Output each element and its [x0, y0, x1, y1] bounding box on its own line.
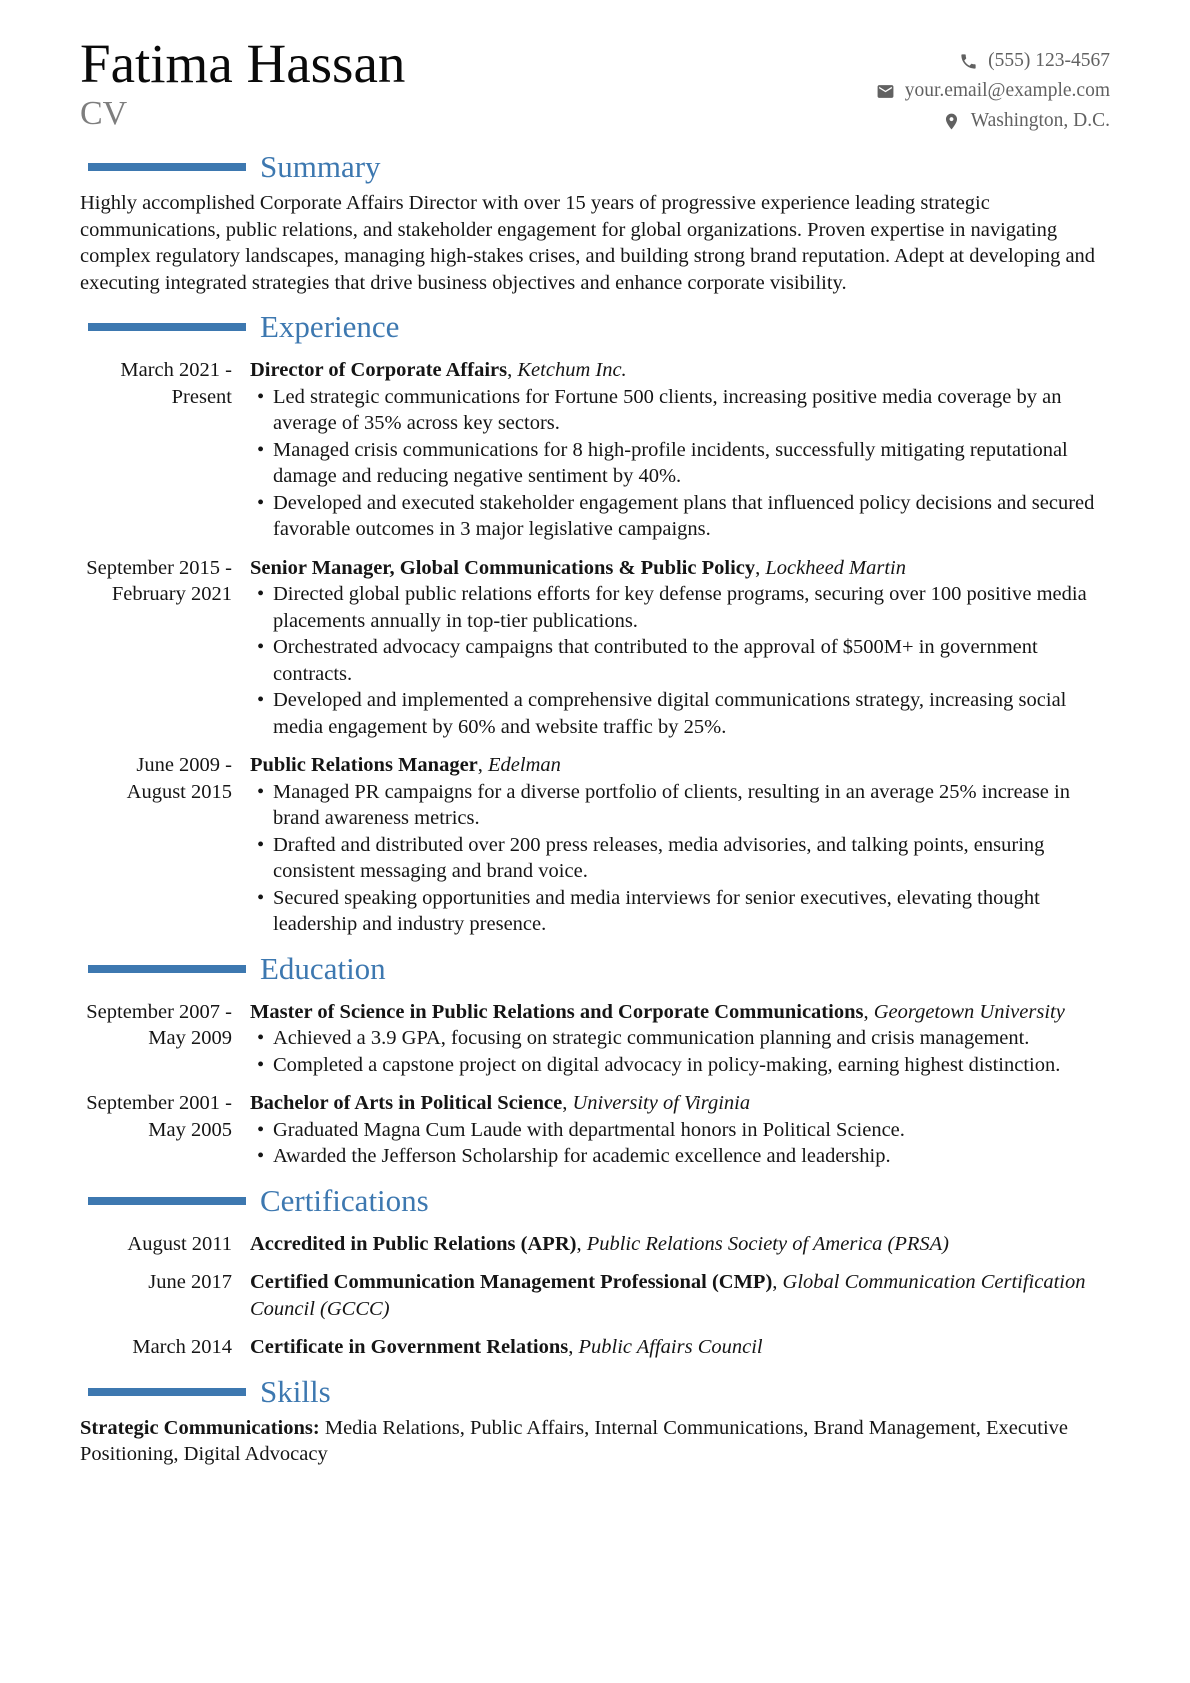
issuer-name: , Public Relations Society of America (PRSA) [576, 1233, 949, 1255]
entry-heading [250, 1090, 1110, 1117]
entry-body [250, 1090, 1110, 1170]
company-name: , Edelman [478, 754, 561, 776]
entry-date: March 2021 - Present [120, 359, 232, 408]
bullet-item: • Led strategic communications for Fortune 500 clients, increasing positive media coverage by an average of 35% across key sectors. [250, 384, 1110, 437]
bullet-item: • Drafted and distributed over 200 press releases, media advisories, and talking points, ensuring consistent messaging and brand voice. [250, 832, 1110, 885]
summary-paragraph: Highly accomplished Corporate Affairs Director with over 15 years of progressive experience leading strategic communications, public relations, and stakeholder engagement for global organizations. Proven expertise in navigating complex regulatory landscapes, managing high-stakes crises, and building strong brand reputation. Adept at developing and executing integrated strategies that drive business objectives and enhance corporate visibility. [80, 192, 1096, 294]
entry-heading [250, 1334, 1110, 1361]
entry-body [250, 1269, 1110, 1322]
section-title-education: Education [260, 950, 386, 986]
school-name: , University of Virginia [562, 1092, 750, 1114]
entry-heading [250, 357, 1110, 384]
section-title-skills: Skills [260, 1373, 331, 1409]
section-skills [80, 1374, 1110, 1468]
entry-bullet-list [250, 384, 1110, 543]
entry-heading [250, 555, 1110, 582]
section-rule-bar [88, 1388, 246, 1396]
section-title-certifications: Certifications [260, 1182, 429, 1218]
email-icon [876, 82, 895, 101]
section-rule-bar [88, 323, 246, 331]
section-header-skills [80, 1374, 1110, 1410]
entry-date: June 2009 - August 2015 [126, 754, 232, 803]
bullet-item: • Orchestrated advocacy campaigns that contributed to the approval of $500M+ in government contracts. [250, 634, 1110, 687]
section-summary [80, 149, 1110, 296]
job-title: Senior Manager, Global Communications & Public Policy [250, 556, 756, 579]
section-rule-bar [88, 965, 246, 973]
experience-entry [80, 555, 1110, 741]
cv-header [80, 34, 1110, 136]
entry-date: September 2007 - May 2009 [86, 1000, 232, 1049]
certification-name: Accredited in Public Relations (APR) [250, 1232, 577, 1255]
entry-heading [250, 999, 1110, 1026]
certification-entry [80, 1269, 1110, 1322]
section-title-experience: Experience [260, 309, 400, 344]
education-entry [80, 1090, 1110, 1170]
bullet-item: • Developed and executed stakeholder engagement plans that influenced policy decisions and secured favorable outcomes in 3 major legislative campaigns. [250, 490, 1110, 543]
entry-body [250, 999, 1110, 1079]
contact-info [876, 46, 1110, 136]
entry-body [250, 752, 1110, 938]
entry-body [250, 555, 1110, 741]
job-title: Public Relations Manager [250, 754, 478, 776]
phone-number: (555) 123-4567 [988, 50, 1110, 71]
person-name: Fatima Hassan [80, 33, 406, 94]
skills-line [80, 1415, 1110, 1468]
entry-body [250, 1231, 1110, 1258]
issuer-name: , Global Communication Certification Council (GCCC) [250, 1271, 1085, 1320]
bullet-item: • Developed and implemented a comprehensive digital communications strategy, increasing social media engagement by 60% and website traffic by 25%. [250, 687, 1110, 740]
skill-category-label: Strategic Communications: [80, 1416, 320, 1439]
header-name-block [80, 34, 405, 134]
education-entry [80, 999, 1110, 1079]
section-rule-bar [88, 163, 246, 171]
section-certifications [80, 1183, 1110, 1361]
cv-subtitle: CV [80, 95, 128, 132]
entry-date: June 2017 [148, 1271, 232, 1293]
contact-location [876, 106, 1110, 136]
degree-title: Master of Science in Public Relations and Corporate Communications [250, 1000, 864, 1023]
certification-name: Certified Communication Management Professional (CMP) [250, 1271, 773, 1293]
phone-icon [959, 52, 978, 71]
entry-bullet-list [250, 1117, 1110, 1170]
certification-entry [80, 1231, 1110, 1258]
entry-body [250, 1334, 1110, 1361]
company-name: , Lockheed Martin [755, 557, 906, 579]
entry-body [250, 357, 1110, 543]
experience-entry [80, 357, 1110, 543]
skill-list-text: Media Relations, Public Affairs, Internal Communications, Brand Management, Executive Positioning, Digital Advocacy [80, 1416, 1068, 1465]
entry-bullet-list [250, 779, 1110, 938]
school-name: , Georgetown University [863, 1001, 1064, 1023]
location-pin-icon [942, 112, 961, 131]
bullet-item: • Completed a capstone project on digital advocacy in policy-making, earning highest distinction. [250, 1052, 1110, 1079]
job-title: Director of Corporate Affairs [250, 359, 508, 381]
entry-heading [250, 752, 1110, 779]
entry-date: September 2015 - February 2021 [86, 556, 232, 605]
email-address: your.email@example.com [904, 80, 1110, 101]
entry-bullet-list [250, 581, 1110, 740]
degree-title: Bachelor of Arts in Political Science [250, 1092, 563, 1114]
location-text: Washington, D.C. [970, 110, 1110, 131]
contact-email[interactable] [876, 76, 1110, 106]
entry-date: March 2014 [132, 1336, 232, 1358]
bullet-item: • Managed crisis communications for 8 high-profile incidents, successfully mitigating reputational damage and reducing negative sentiment by 40%. [250, 437, 1110, 490]
bullet-item: • Graduated Magna Cum Laude with departmental honors in Political Science. [250, 1117, 1110, 1144]
bullet-item: • Managed PR campaigns for a diverse portfolio of clients, resulting in an average 25% increase in brand awareness metrics. [250, 779, 1110, 832]
section-experience [80, 309, 1110, 938]
bullet-item: • Secured speaking opportunities and media interviews for senior executives, elevating thought leadership and industry presence. [250, 885, 1110, 938]
certification-name: Certificate in Government Relations [250, 1336, 569, 1358]
section-header-education [80, 951, 1110, 987]
bullet-item: • Achieved a 3.9 GPA, focusing on strategic communication planning and crisis management. [250, 1025, 1110, 1052]
section-header-experience [80, 309, 1110, 345]
section-header-certifications [80, 1183, 1110, 1219]
issuer-name: , Public Affairs Council [568, 1336, 762, 1358]
section-rule-bar [88, 1197, 246, 1205]
entry-bullet-list [250, 1025, 1110, 1078]
bullet-item: • Awarded the Jefferson Scholarship for academic excellence and leadership. [250, 1143, 1110, 1170]
bullet-item: • Directed global public relations efforts for key defense programs, securing over 100 positive media placements annually in top-tier publications. [250, 581, 1110, 634]
section-header-summary [80, 149, 1110, 185]
section-education [80, 951, 1110, 1170]
entry-date: August 2011 [127, 1232, 232, 1255]
section-title-summary: Summary [260, 149, 381, 184]
entry-date: September 2001 - May 2005 [86, 1092, 232, 1141]
company-name: , Ketchum Inc. [507, 359, 627, 381]
entry-heading [250, 1231, 1110, 1258]
experience-entry [80, 752, 1110, 938]
certification-entry [80, 1334, 1110, 1361]
entry-heading [250, 1269, 1110, 1322]
contact-phone[interactable] [876, 46, 1110, 76]
